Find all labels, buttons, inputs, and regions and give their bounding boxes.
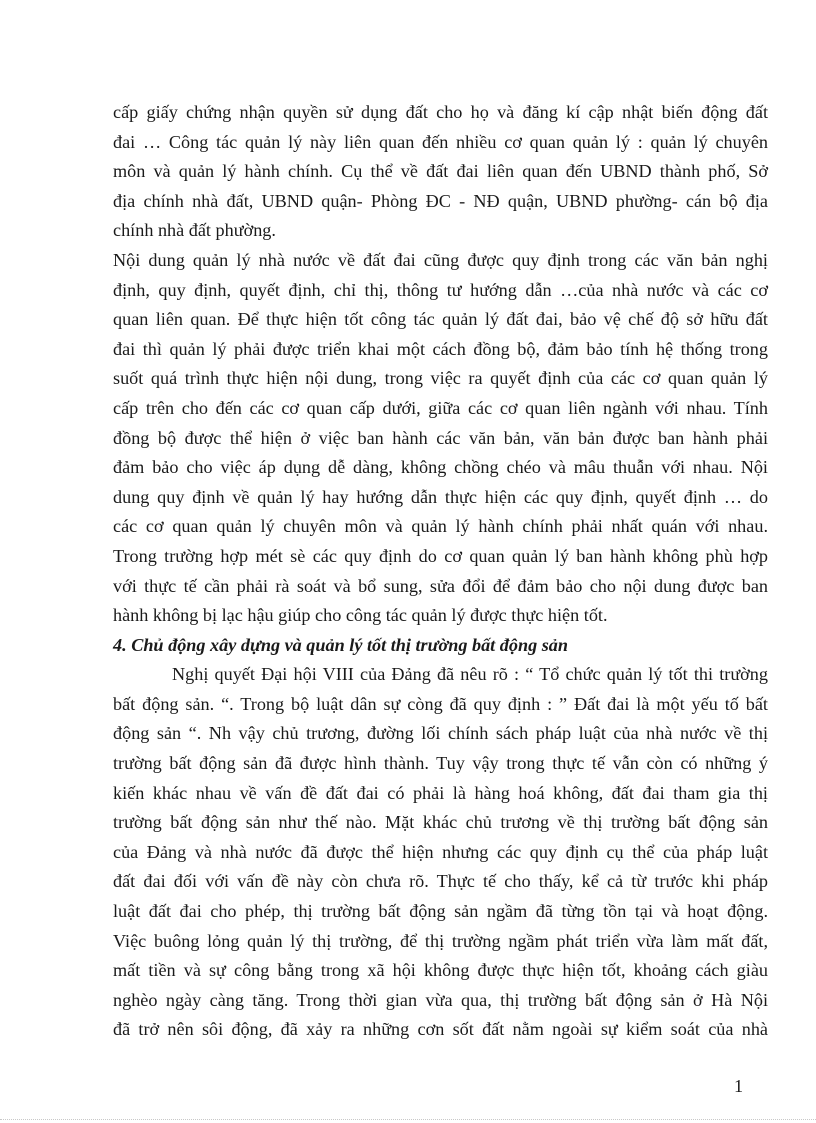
- text-line: đai … Công tác quản lý này liên quan đến nhiều cơ quan quản lý : quản lý chuyên: [113, 131, 768, 152]
- text-line: Nội dung quản lý nhà nước về đất đai cũng được quy định trong các văn bản nghị: [113, 249, 768, 270]
- text-line: trường bất động sản như thế nào. Mặt khác chủ trương về thị trường bất động sản: [113, 812, 768, 833]
- text-line: đã trở nên sôi động, đã xảy ra những cơn sốt đất nằm ngoài sự kiểm soát của nhà: [113, 1019, 768, 1040]
- text-line: Trong trường hợp mét sè các quy định do cơ quan quản lý ban hành không phù hợp: [113, 545, 768, 566]
- text-line: động sản “. Nh vậy chủ trương, đường lối chính sách pháp luật của nhà nước về thị: [113, 723, 768, 744]
- text-line: đất đai đối với vấn đề này còn chưa rõ. Thực tế cho thấy, kể cả từ trước khi pháp: [113, 871, 768, 892]
- body-text: [113, 98, 768, 1045]
- text-line: môn và quản lý hành chính. Cụ thể về đất đai liên quan đến UBND thành phố, Sở: [113, 161, 768, 182]
- text-line: địa chính nhà đất, UBND quận- Phòng ĐC - NĐ quận, UBND phường- cán bộ địa: [113, 190, 768, 211]
- section-heading: 4. Chủ động xây dựng và quản lý tốt thị trường bất động sản: [113, 634, 569, 655]
- text-line: đảm bảo cho việc áp dụng dễ dàng, không chồng chéo và mâu thuẫn với nhau. Nội: [113, 457, 768, 478]
- page-number: 1: [734, 1076, 744, 1096]
- text-line: mất tiền và sự công bằng trong xã hội không được thực hiện tốt, khoảng cách giàu: [113, 960, 768, 981]
- text-line: suốt quá trình thực hiện nội dung, trong việc ra quyết định của các cơ quan quản lý: [113, 368, 768, 389]
- text-line: bất động sản. “. Trong bộ luật dân sự còng đã quy định : ” Đất đai là một yếu tố bất: [113, 693, 768, 714]
- text-line: nghèo ngày càng tăng. Trong thời gian vừa qua, thị trường bất động sản ở Hà Nội: [113, 989, 768, 1010]
- text-line: trường bất động sản đã được hình thành. Tuy vậy trong thực tế vẫn còn có những ý: [113, 753, 768, 774]
- text-line: kiến khác nhau về vấn đề đất đai có phải là hàng hoá không, đất đai tham gia thị: [113, 782, 768, 803]
- text-line: dung quy định về quản lý hay hướng dẫn thực hiện các quy định, quyết định … do: [113, 486, 768, 507]
- text-line: cấp trên cho đến các cơ quan cấp dưới, giữa các cơ quan liên ngành với nhau. Tính: [113, 397, 768, 418]
- text-line: hành không bị lạc hậu giúp cho công tác quản lý được thực hiện tốt.: [113, 605, 608, 626]
- text-line: đồng bộ được thể hiện ở việc ban hành các văn bản, văn bản được ban hành phải: [113, 427, 768, 448]
- text-line: Việc buông lỏng quản lý thị trường, để thị trường ngầm phát triển vừa làm mất đất,: [113, 930, 768, 951]
- text-line: luật đất đai cho phép, thị trường bất động sản ngầm đã từng tồn tại và hoạt động.: [113, 901, 768, 922]
- text-line: quan liên quan. Để thực hiện tốt công tác quản lý đất đai, bảo vệ chế độ sở hữu đất: [113, 309, 768, 330]
- text-line: đai thì quản lý phải được triển khai một cách đồng bộ, đảm bảo tính hệ thống trong: [113, 338, 768, 359]
- text-line: Nghị quyết Đại hội VIII của Đảng đã nêu rõ : “ Tổ chức quản lý tốt thi trường: [172, 664, 768, 685]
- page-bottom-divider: [0, 1119, 816, 1120]
- text-line: định, quy định, quyết định, chỉ thị, thông tư hướng dẫn …của nhà nước và các cơ: [113, 279, 768, 300]
- text-line: cấp giấy chứng nhận quyền sử dụng đất cho họ và đăng kí cập nhật biến động đất: [113, 102, 768, 122]
- text-line: chính nhà đất phường.: [113, 220, 276, 241]
- text-line: các cơ quan quản lý chuyên môn và quản lý hành chính phải nhất quán với nhau.: [113, 516, 768, 537]
- text-line: với thực tế cần phải rà soát và bổ sung, sửa đổi để đảm bảo cho nội dung được ban: [113, 575, 768, 596]
- text-line: của Đảng và nhà nước đã được thể hiện nhưng các quy định cụ thể của pháp luật: [113, 841, 768, 862]
